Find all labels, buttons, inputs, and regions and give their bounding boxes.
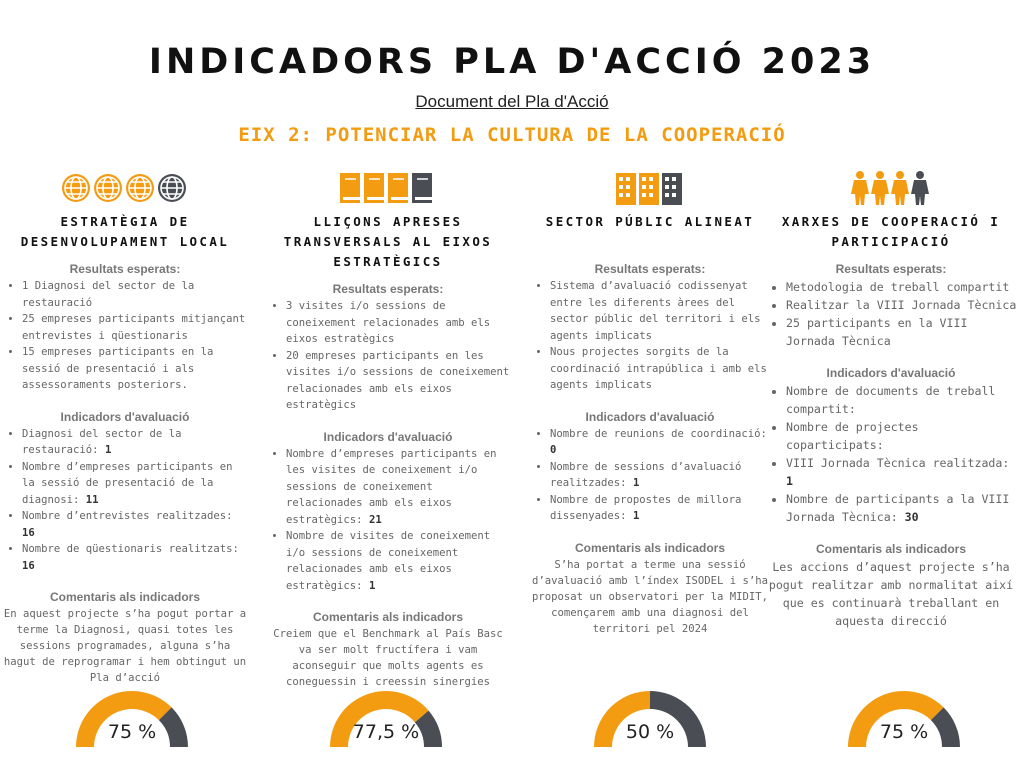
- list-item: • 25 participants en la VIII Jornada Tècnica: [786, 314, 1018, 350]
- results-list: [764, 278, 1018, 350]
- list-item: • Nombre d’empreses participants en la sessió de presentació de la diagnosi: 11: [22, 459, 248, 509]
- progress-label: 77,5 %: [352, 721, 420, 743]
- building-icon: [662, 173, 682, 205]
- list-item: • 15 empreses participants en la sessió de presentació i als assessoraments posteriors.: [22, 344, 248, 394]
- indicators-heading: Indicadors d'avaluació: [60, 409, 190, 424]
- building-icon: [616, 173, 636, 205]
- results-list: [530, 278, 770, 394]
- column-icons: [2, 168, 248, 208]
- list-item: • VIII Jornada Tècnica realitzada: 1: [786, 454, 1018, 490]
- list-item: • Metodologia de treball compartit: [786, 278, 1018, 296]
- comments-text: S’ha portat a terme una sessió d’avaluació amb l’índex ISODEL i s’ha proposat un observatori per la MIDIT, començarem amb una diagnosi del territori pel 2024: [532, 558, 768, 635]
- column-local-development: [2, 168, 248, 686]
- column-icons: [530, 168, 770, 208]
- list-item: • Nombre d’entrevistes realitzades: 16: [22, 508, 248, 541]
- list-item: • Nombre de projectes coparticipats:: [786, 418, 1018, 454]
- column-title: LLIÇONS APRESES TRANSVERSALS AL EIXOS ESTRATÈGICS: [283, 214, 493, 269]
- person-icon: [851, 171, 869, 205]
- column-cooperation-networks: [764, 168, 1018, 630]
- globe-icon: [94, 174, 122, 202]
- list-item: • Nombre de participants a la VIII Jornada Tècnica: 30: [786, 490, 1018, 526]
- comments-text: Les accions d’aquest projecte s’ha pogut realitzar amb normalitat així que es continuarà treballant en aquesta direcció: [768, 560, 1014, 628]
- book-icon: [412, 173, 432, 203]
- indicators-heading: Indicadors d'avaluació: [585, 409, 715, 424]
- results-list: [2, 278, 248, 394]
- column-title: ESTRATÈGIA DE DESENVOLUPAMENT LOCAL: [20, 214, 230, 249]
- person-icon: [871, 171, 889, 205]
- progress-label: 50 %: [625, 721, 675, 743]
- page-title: INDICADORS PLA D'ACCIÓ 2023: [148, 42, 876, 82]
- indicators-heading: Indicadors d'avaluació: [323, 429, 453, 444]
- globe-icon: [62, 174, 90, 202]
- list-item: • Sistema d’avaluació codissenyat entre les diferents àrees del sector públic del territori i els agents implicats: [550, 278, 770, 344]
- progress-label: 75 %: [879, 721, 929, 743]
- book-icon: [340, 173, 360, 203]
- column-icons: [764, 168, 1018, 208]
- list-item: • Nombre de visites de coneixement i/o sessions de coneixement relacionades amb els eixos estratègics: 1: [286, 528, 510, 594]
- column-icons: [266, 168, 510, 208]
- column-lessons-learned: [266, 168, 510, 690]
- building-icon: [639, 173, 659, 205]
- results-heading: Resultats esperats:: [594, 262, 706, 276]
- progress-gauge: [594, 690, 706, 748]
- globe-icon: [158, 174, 186, 202]
- results-heading: Resultats esperats:: [332, 282, 444, 296]
- indicators-list: [266, 446, 510, 595]
- list-item: • Nombre de propostes de millora dissenyades: 1: [550, 492, 770, 525]
- comments-text: En aquest projecte s’ha pogut portar a terme la Diagnosi, quasi totes les sessions programades, alguna s’ha hagut de reprogramar i hem obtingut un Pla d’acció: [3, 608, 247, 684]
- comments-heading: Comentaris als indicadors: [815, 542, 967, 556]
- list-item: • Nombre de reunions de coordinació: 0: [550, 426, 770, 459]
- list-item: • 25 empreses participants mitjançant entrevistes i qüestionaris: [22, 311, 248, 344]
- person-icon: [911, 171, 929, 205]
- progress-gauge: [330, 690, 442, 748]
- axis-title: EIX 2: POTENCIAR LA CULTURA DE LA COOPERACIÓ: [238, 124, 786, 146]
- comments-heading: Comentaris als indicadors: [574, 540, 726, 555]
- indicators-list: [764, 382, 1018, 526]
- comments-heading: Comentaris als indicadors: [312, 610, 464, 624]
- list-item: • Realitzar la VIII Jornada Tècnica: [786, 296, 1018, 314]
- indicators-list: [2, 426, 248, 575]
- globe-icon: [126, 174, 154, 202]
- list-item: • Nombre d’empreses participants en les visites de coneixement i/o sessions de coneixement relacionades amb els eixos estratègics: 21: [286, 446, 510, 529]
- indicators-heading: Indicadors d'avaluació: [826, 366, 956, 380]
- document-link[interactable]: Document del Pla d'Acció: [415, 92, 609, 111]
- list-item: • Nous projectes sorgits de la coordinació intrapública i amb els agents implicats: [550, 344, 770, 394]
- results-heading: Resultats esperats:: [835, 262, 947, 276]
- list-item: • Nombre de documents de treball compartit:: [786, 382, 1018, 418]
- indicators-list: [530, 426, 770, 525]
- list-item: • 3 visites i/o sessions de coneixement relacionades amb els eixos estratègics: [286, 298, 510, 348]
- comments-text: Creiem que el Benchmark al País Basc va ser molt fructífera i vam aconseguir que molts agents es coneguessin i creessin sinergies: [273, 628, 503, 688]
- list-item: • Nombre de sessions d’avaluació realitzades: 1: [550, 459, 770, 492]
- column-title: XARXES DE COOPERACIÓ I PARTICIPACIÓ: [781, 214, 1001, 249]
- column-title: SECTOR PÚBLIC ALINEAT: [545, 214, 755, 229]
- comments-heading: Comentaris als indicadors: [49, 590, 201, 604]
- results-list: [266, 298, 510, 414]
- progress-label: 75 %: [107, 721, 157, 743]
- column-public-sector: [530, 168, 770, 637]
- list-item: • Nombre de qüestionaris realitzats: 16: [22, 541, 248, 574]
- list-item: • 20 empreses participants en les visites i/o sessions de coneixement relacionades amb els eixos estratègics: [286, 348, 510, 414]
- list-item: • 1 Diagnosi del sector de la restauració: [22, 278, 248, 311]
- results-heading: Resultats esperats:: [69, 262, 181, 276]
- person-icon: [891, 171, 909, 205]
- progress-gauge: [848, 690, 960, 748]
- list-item: • Diagnosi del sector de la restauració: 1: [22, 426, 248, 459]
- book-icon: [388, 173, 408, 203]
- progress-gauge: [76, 690, 188, 748]
- book-icon: [364, 173, 384, 203]
